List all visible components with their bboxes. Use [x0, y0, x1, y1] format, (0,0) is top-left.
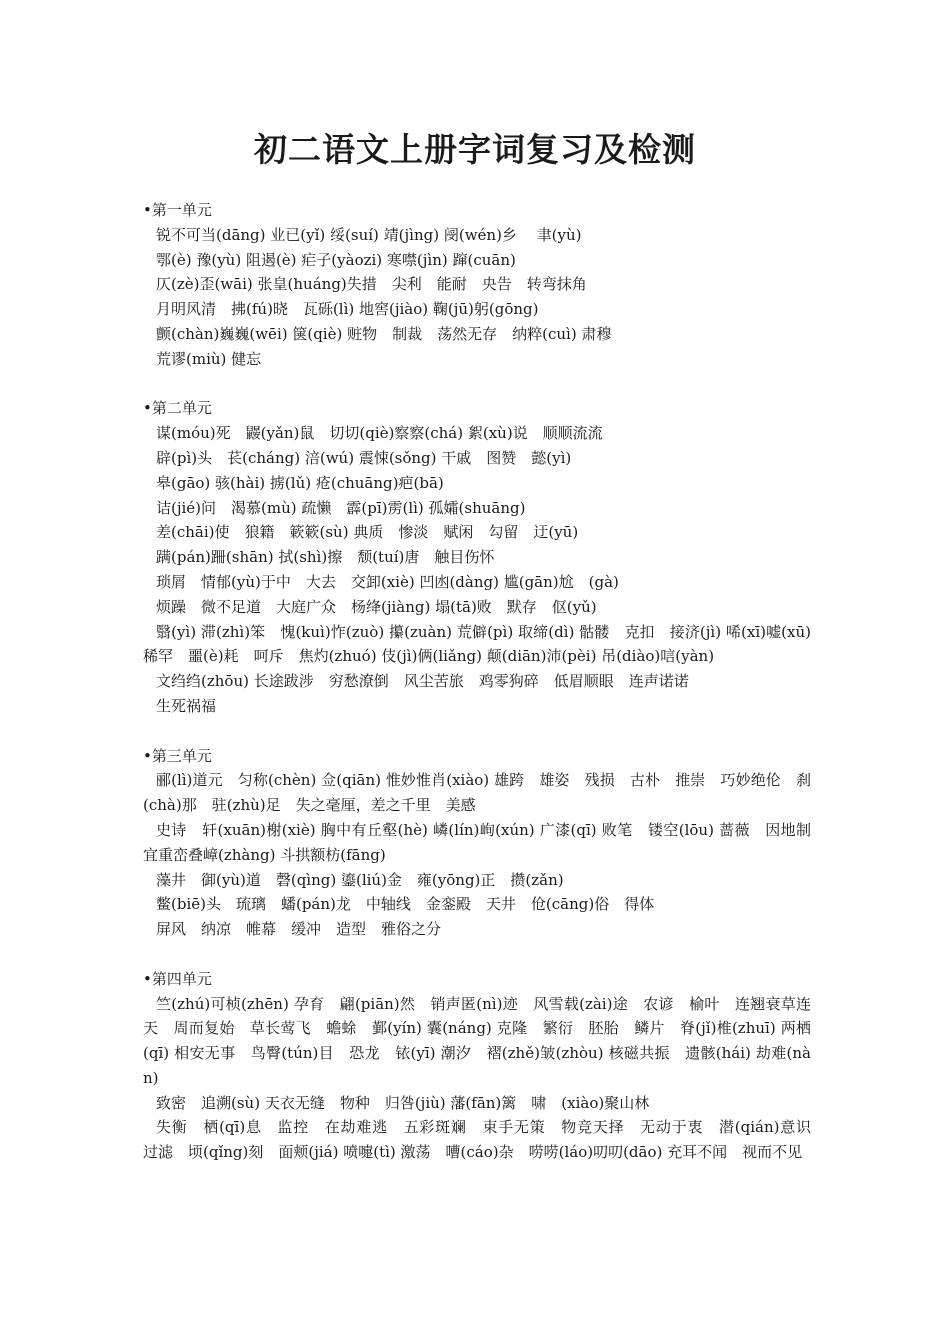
unit-1-section	[143, 198, 811, 372]
vocab-line: 谋(móu)死 鼹(yǎn)鼠 切切(qiè)察察(chá) 絮(xù)说 顺顺流流	[156, 424, 603, 443]
vocab-line: 文绉绉(zhōu) 长途跋涉 穷愁潦倒 风尘苦旅 鸡零狗碎 低眉顺眼 连声诺诺	[156, 672, 689, 691]
vocab-line: 仄(zè)歪(wāi) 张皇(huáng)失措 尖利 能耐 央告 转弯抹角	[156, 275, 587, 294]
vocab-line: 生死祸福	[156, 696, 217, 715]
vocab-line: 竺(zhú)可桢(zhēn) 孕育 翩(piān)然 销声匿(nì)迹 风雪载(zài)途 农谚 榆叶 连翘衰草连天 周而复始 草长莺飞 蟾蜍 鄞(yín) 囊(náng) 克隆 繁衍 胚胎 鳞片 脊(jǐ)椎(zhuī) 两栖(qī) 相安无事 鸟臀(tún)目 恐龙 铱(yī) 潮汐 褶(zhě)皱(zhòu) 核磁共振 遗骸(hái) 劫难(nàn)	[143, 994, 811, 1087]
unit-3-section	[143, 744, 811, 942]
unit-4-section	[143, 967, 827, 1165]
vocab-line: 琐屑 情郁(yù)于中 大去 交卸(xiè) 凹凼(dàng) 尴(gān)尬 (gà)	[156, 572, 619, 591]
vocab-line: 屏风 纳凉 帷幕 缓冲 造型 雅俗之分	[156, 920, 442, 939]
vocab-line: 鳖(biē)头 琉璃 蟠(pán)龙 中轴线 金銮殿 天井 伧(cāng)俗 得体	[156, 895, 655, 914]
vocab-line: 荒谬(miù) 健忘	[156, 349, 262, 368]
unit-heading: •第三单元	[143, 746, 212, 765]
unit-heading: •第二单元	[143, 399, 212, 418]
vocab-line: 差(chāi)使 狼籍 簌簌(sù) 典质 惨淡 赋闲 勾留 迂(yū)	[156, 523, 579, 542]
vocab-line: 致密 追溯(sù) 天衣无缝 物种 归咎(jiù) 藩(fān)篱 啸 (xiào)聚山林	[156, 1093, 650, 1112]
vocab-line: 锐不可当(dāng) 业已(yǐ) 绥(suí) 靖(jìng) 阌(wén)乡 聿(yù)	[156, 225, 582, 244]
vocab-line: 蹒(pán)跚(shān) 拭(shì)擦 颓(tuí)唐 触目伤怀	[156, 548, 495, 567]
unit-heading: •第一单元	[143, 201, 212, 219]
vocab-line: 郦(lì)道元 匀称(chèn) 佥(qiān) 惟妙惟肖(xiào) 雄跨 雄姿 残损 古朴 推崇 巧妙绝伦 刹(chà)那 驻(zhù)足 失之毫厘，差之千里 美感	[143, 771, 811, 815]
vocab-line: 诘(jié)问 渴慕(mù) 疏懒 霹(pī)雳(lì) 孤孀(shuāng)	[156, 498, 526, 517]
vocab-line: 辟(pì)头 苌(cháng) 涪(wú) 震悚(sǒng) 干戚 图赞 懿(yì)	[156, 448, 572, 467]
vocab-line: 颤(chàn)巍巍(wēi) 箧(qiè) 赃物 制裁 荡然无存 纳粹(cuì) 肃穆	[156, 324, 612, 343]
unit-2-section	[143, 396, 811, 718]
vocab-line: 月明风清 拂(fú)晓 瓦砾(lì) 地窖(jiào) 鞠(jū)躬(gōng)	[156, 300, 539, 319]
vocab-line: 鄂(è) 豫(yù) 阻遏(è) 疟子(yàozi) 寒噤(jìn) 蹿(cuān)	[156, 250, 516, 269]
vocab-line: 史诗 轩(xuān)榭(xiè) 胸中有丘壑(hè) 嶙(lín)峋(xún) 广漆(qī) 败笔 镂空(lōu) 蔷薇 因地制宜重峦叠嶂(zhàng) 斗拱额枋(fāng)	[143, 820, 811, 864]
vocab-line: 烦躁 微不足道 大庭广众 杨绛(jiàng) 塌(tā)败 默存 伛(yǔ)	[156, 597, 597, 616]
vocab-line: 藻井 御(yù)道 磬(qìng) 鎏(liú)金 雍(yōng)正 攒(zǎn)	[156, 870, 564, 889]
document-body	[143, 198, 827, 1190]
vocab-line: 皋(gāo) 骇(hài) 掳(lǔ) 疮(chuāng)疤(bā)	[156, 473, 444, 492]
vocab-line: 翳(yì) 滞(zhì)笨 愧(kuì)怍(zuò) 攥(zuàn) 荒僻(pì) 取缔(dì) 骷髅 克扣 接济(jì) 唏(xī)嘘(xū) 稀罕 噩(è)耗 呵斥 焦灼(zhuó) 伎(jì)俩(liǎng) 颠(diān)沛(pèi) 吊(diào)唁(yàn)	[143, 622, 811, 666]
unit-heading: •第四单元	[143, 969, 212, 988]
page-title: 初二语文上册字词复习及检测	[254, 130, 696, 169]
vocab-line: 失衡 栖(qī)息 监控 在劫难逃 五彩斑斓 束手无策 物竞天择 无动于衷 潜(qián)意识 过滤 顷(qǐng)刻 面颊(jiá) 喷嚏(tì) 激荡 嘈(cáo)杂 唠唠(láo)叨叨(dāo) 充耳不闻 视而不见	[143, 1118, 827, 1162]
